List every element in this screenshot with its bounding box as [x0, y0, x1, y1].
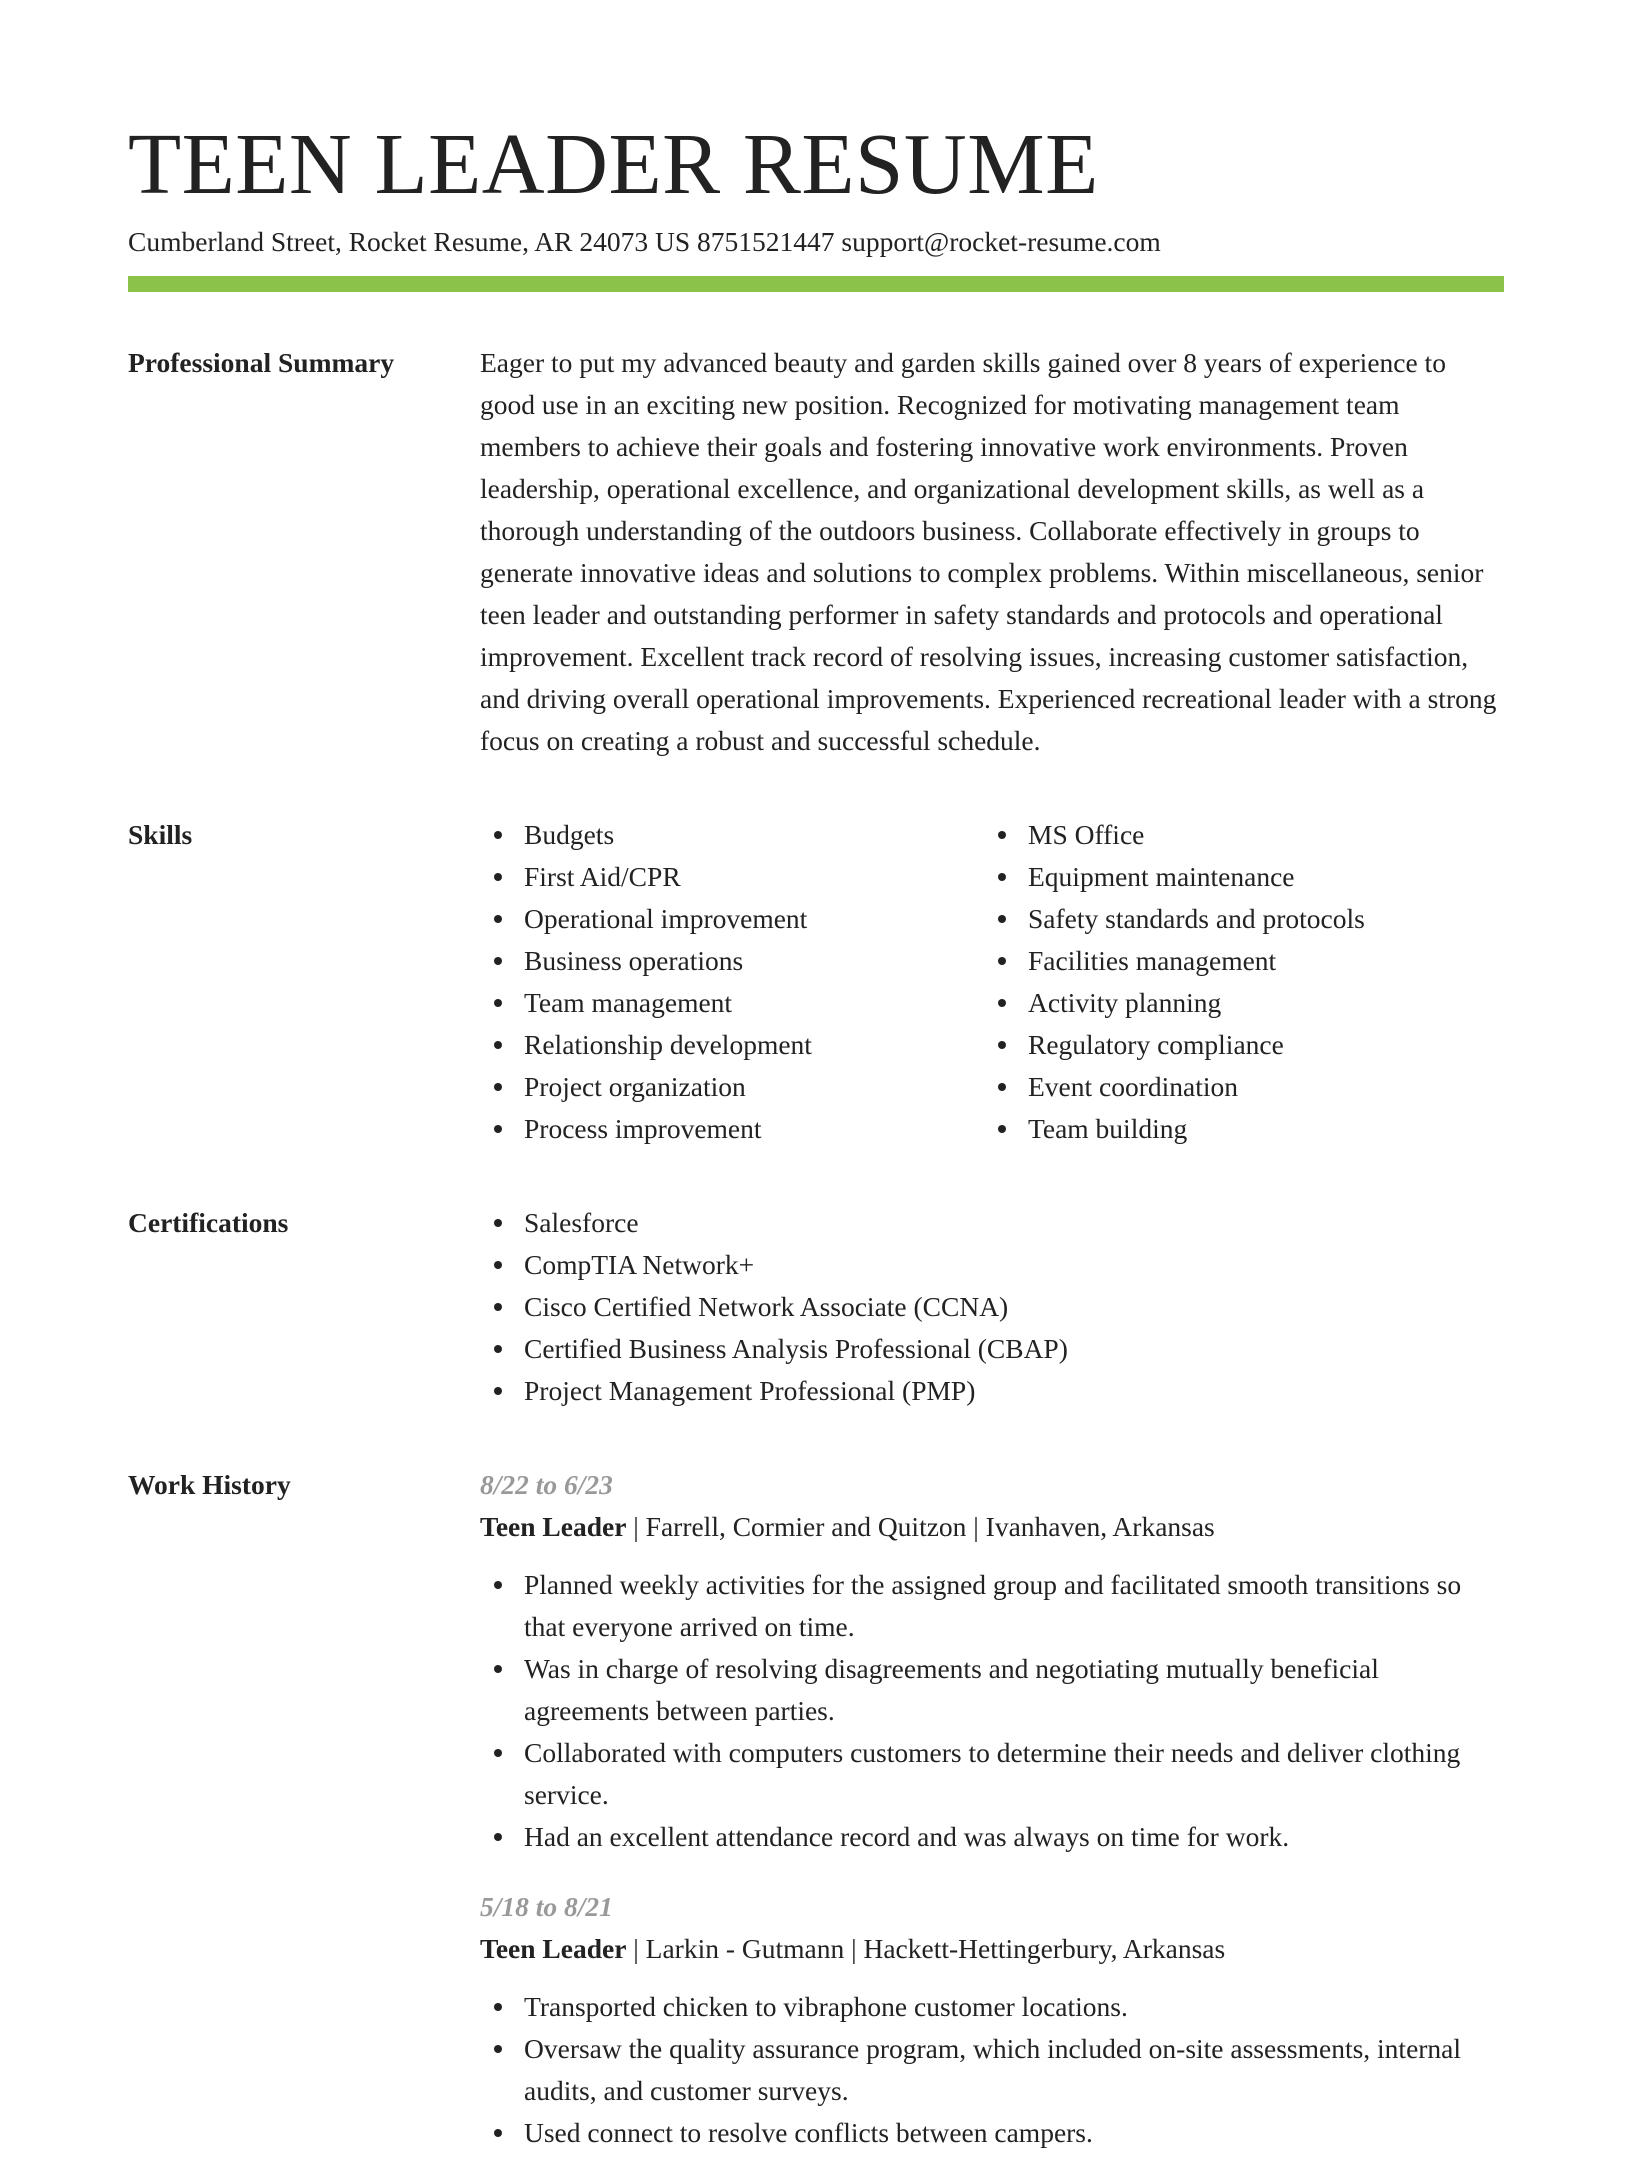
contact-line: Cumberland Street, Rocket Resume, AR 24073 US 8751521447 support@rocket-resume.com: [128, 226, 1161, 258]
job-duty: Collaborated with computers customers to determine their needs and deliver clothing service.: [480, 1732, 1504, 1816]
certifications-body: [480, 1202, 1504, 1412]
job-entry: [480, 1886, 1504, 2154]
job-details: | Farrell, Cormier and Quitzon | Ivanhaven, Arkansas: [626, 1511, 1215, 1543]
skill-item: Safety standards and protocols: [984, 898, 1488, 940]
job-title: Teen Leader: [480, 1933, 627, 1965]
skill-item: Activity planning: [984, 982, 1488, 1024]
work-history-body: [480, 1464, 1504, 2182]
summary-section: [128, 342, 1504, 762]
job-details: | Larkin - Gutmann | Hackett-Hettingerbury, Arkansas: [626, 1933, 1226, 1965]
skills-column-right: [984, 814, 1488, 1150]
header-divider: [128, 276, 1504, 292]
skill-item: Relationship development: [480, 1024, 984, 1066]
skills-section: [128, 814, 1504, 1150]
summary-label: Professional Summary: [128, 347, 395, 379]
job-dates: 5/18 to 8/21: [480, 1891, 613, 1923]
certifications-label: Certifications: [128, 1207, 289, 1239]
skill-item: Process improvement: [480, 1108, 984, 1150]
resume-page: [128, 112, 1504, 2182]
certifications-section: [128, 1202, 1504, 1412]
skill-item: Budgets: [480, 814, 984, 856]
skill-item: Team management: [480, 982, 984, 1024]
skill-item: Facilities management: [984, 940, 1488, 982]
job-duty: Oversaw the quality assurance program, which included on-site assessments, internal audits, and customer surveys.: [480, 2028, 1504, 2112]
skills-column-left: [480, 814, 984, 1150]
certification-item: Salesforce: [480, 1202, 1504, 1244]
job-entry: [480, 1464, 1504, 1858]
work-history-section: [128, 1464, 1504, 2182]
certifications-list: [480, 1202, 1504, 1412]
work-history-label: Work History: [128, 1469, 291, 1501]
job-heading: [480, 1928, 1504, 1970]
job-duty: Transported chicken to vibraphone customer locations.: [480, 1986, 1504, 2028]
resume-title: TEEN LEADER RESUME: [128, 115, 1099, 212]
job-duties: [480, 1564, 1504, 1858]
skill-item: MS Office: [984, 814, 1488, 856]
job-dates: 8/22 to 6/23: [480, 1469, 613, 1501]
job-duties: [480, 1986, 1504, 2154]
skill-item: Business operations: [480, 940, 984, 982]
summary-text: Eager to put my advanced beauty and garden skills gained over 8 years of experience to good use in an exciting new position. Recognized for motivating management team members to achieve their goals and fostering innovative work environments. Proven leadership, operational excellence, and organizational development skills, as well as a thorough understanding of the outdoors business. Collaborate effectively in groups to generate innovative ideas and solutions to complex problems. Within miscellaneous, senior teen leader and outstanding performer in safety standards and protocols and operational improvement. Excellent track record of resolving issues, increasing customer satisfaction, and driving overall operational improvements. Experienced recreational leader with a strong focus on creating a robust and successful schedule.: [480, 347, 1497, 757]
skills-label: Skills: [128, 819, 193, 851]
skill-item: Regulatory compliance: [984, 1024, 1488, 1066]
job-duty: Was in charge of resolving disagreements and negotiating mutually beneficial agreements between parties.: [480, 1648, 1504, 1732]
skill-item: Operational improvement: [480, 898, 984, 940]
certification-item: CompTIA Network+: [480, 1244, 1504, 1286]
certification-item: Certified Business Analysis Professional (CBAP): [480, 1328, 1504, 1370]
job-duty: Had an excellent attendance record and was always on time for work.: [480, 1816, 1504, 1858]
skill-item: Team building: [984, 1108, 1488, 1150]
skill-item: First Aid/CPR: [480, 856, 984, 898]
job-duty: Planned weekly activities for the assigned group and facilitated smooth transitions so that everyone arrived on time.: [480, 1564, 1504, 1648]
skill-item: Event coordination: [984, 1066, 1488, 1108]
skills-list: [480, 814, 1504, 1150]
job-heading: [480, 1506, 1504, 1548]
job-duty: Used connect to resolve conflicts between campers.: [480, 2112, 1504, 2154]
skill-item: Equipment maintenance: [984, 856, 1488, 898]
skill-item: Project organization: [480, 1066, 984, 1108]
certification-item: Cisco Certified Network Associate (CCNA): [480, 1286, 1504, 1328]
job-title: Teen Leader: [480, 1511, 627, 1543]
certification-item: Project Management Professional (PMP): [480, 1370, 1504, 1412]
